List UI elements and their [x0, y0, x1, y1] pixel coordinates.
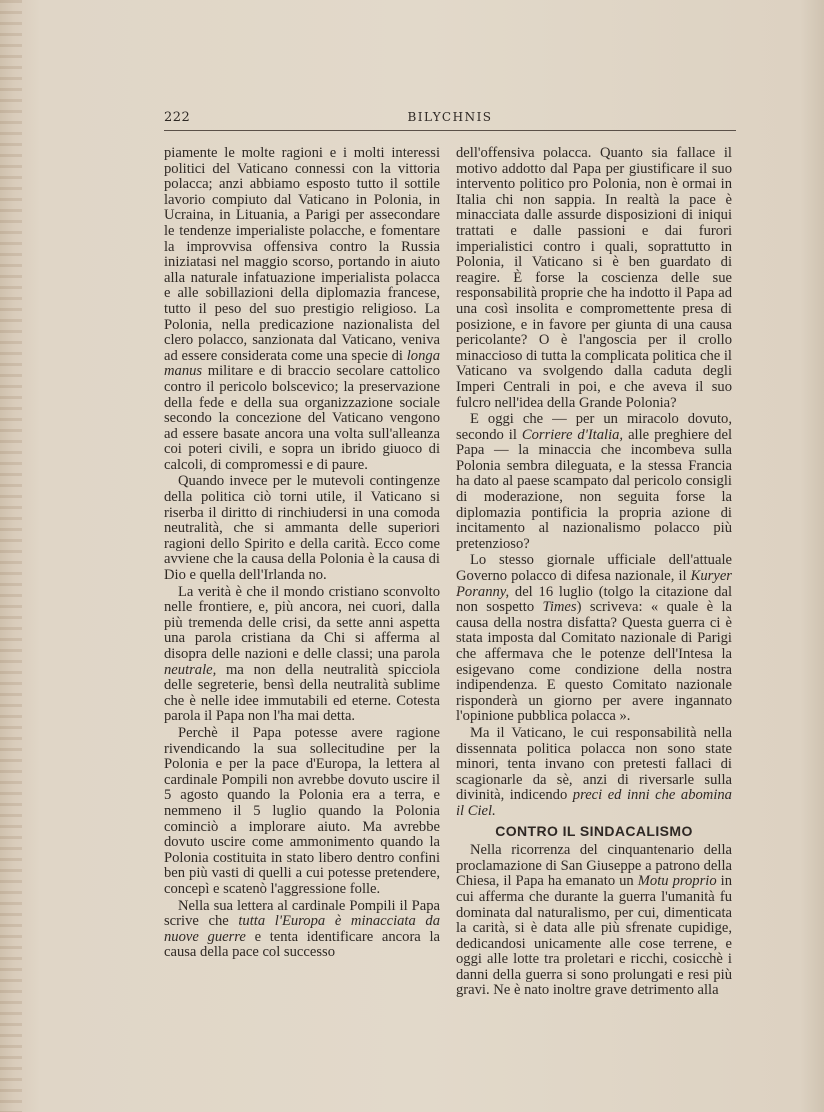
paragraph: Nella sua lettera al cardinale Pompili il Papa scrive che tutta l'Europa è minacciata da nuove guerre e tenta identificare ancora la causa della pace col successo	[164, 897, 440, 961]
paragraph: Quando invece per le mutevoli contingenze della politica ciò torni utile, il Vaticano si riserba il diritto di rinchiudersi in una comoda neutralità, che si ammanta delle superiori ragioni dello Spirito e della carità. Ecco come avviene che la causa della Polonia è la causa di Dio e quella dell'Irlanda no.	[164, 473, 440, 584]
left-column	[164, 146, 440, 962]
journal-title: BILYCHNIS	[407, 110, 493, 124]
paragraph: E oggi che — per un miracolo dovuto, secondo il Corriere d'Italia, alle preghiere del Papa — la minaccia che incombeva sulla Polonia sembra dileguata, e la stessa Francia ha dato al paese scampato dal pericolo consigli di moderazione, non seguita forse la diplomazia pontificia la propria azione di incitamento al nazionalismo polacco più pretenzioso?	[456, 411, 733, 552]
paragraph: dell'offensiva polacca. Quanto sia fallace il motivo addotto dal Papa per giustificare il suo intervento politico pro Polonia, non è ormai in Italia chi non sappia. In realtà la pace è minacciata dalle assurde disposizioni di iniqui trattati e dalle passioni e dai furori imperialistici contro i quali, soprattutto in Polonia, il Vaticano si è ben guardato di reagire. È forse la coscienza delle sue responsabilità proprie che ha indotto il Papa ad una così insolita e compromettente presa di posizione, e in favore per giunta di una causa pericolante? O è l'angoscia per il crollo minaccioso di tutta la complicata politica che il Vaticano va svolgendo dalla caduta degli Imperi Centrali in poi, e che aveva il suo fulcro nell'idea della Grande Polonia?	[456, 145, 732, 411]
paragraph: Ma il Vaticano, le cui responsabilità nella dissennata politica polacca non sono state minori, tenta invano con pretesti fallaci di scagionarle da sè, anzi di riversarle sulla divinità, indicendo preci ed inni che abomina il Ciel.	[456, 724, 732, 819]
section-heading: CONTRO IL SINDACALISMO	[495, 822, 693, 839]
paragraph: Perchè il Papa potesse avere ragione rivendicando la sua sollecitudine per la Polonia e per la pace d'Europa, la lettera al cardinale Pompili non avrebbe dovuto uscire il 5 agosto quando la Polonia era a terra, e nemmeno il 5 luglio quando la Polonia cominciò a implorare aiuto. Ma avrebbe dovuto uscire come ammonimento quando la Polonia costituita in stato libero dentro confini ben più vasti di quelli a cui potesse pretendere, concepì e scatenò l'aggressione folle.	[164, 724, 440, 897]
paragraph: Nella ricorrenza del cinquantenario della proclamazione di San Giuseppe a patrono della Chiesa, il Papa ha emanato un Motu proprio in cui afferma che durante la guerra l'umanità fu dominata dal naturalismo, per cui, dimenticata la carità, si è data alle più sfrenate cupidige, dedicandosi unicamente alle cose terrene, e oggi alle lotte tra proletari e ricchi, cosicchè i danni della guerra si sono prolungati e resi più gravi. Ne è nato inoltre grave detrimento alla	[456, 842, 733, 999]
paragraph: piamente le molte ragioni e i molti interessi politici del Vaticano connessi con la vittoria polacca; anzi abbiamo esposto tutto il sottile lavorio compiuto dal Vaticano in Polonia, in Ucraina, in Lituania, a Parigi per assecondare le tendenze imperialiste polacche, e fomentare la improvvisa offensiva contro la Russia iniziatasi nel maggio scorso, portando in aiuto alla naturale infatuazione imperialista polacca e alle sobillazioni della diplomazia francese, tutto il peso del suo prestigio religioso. La Polonia, nella predicazione nazionalista del clero polacco, sanzionata dal Vaticano, veniva ad essere considerata come una specie di longa manus militare e di braccio secolare cattolico contro il pericolo bolscevico; la preservazione della fede e della sua organizzazione sociale secondo la concezione del Vaticano vengono ad essere basate ancora una volta sull'alleanza coi poteri civili, e sopra un ibrido giuoco di calcoli, di compromessi e di paure.	[164, 145, 440, 473]
paragraph: Lo stesso giornale ufficiale dell'attuale Governo polacco di difesa nazionale, il Kuryer Poranny, del 16 luglio (tolgo la citazione dal non sospetto Times) scriveva: « quale è la causa della nostra disfatta? Questa guerra ci è stata imposta dal Comitato nazionale di Parigi che affermava che le potenze dell'Intesa la esigevano come condizione della nostra indipendenza. E questo Comitato nazionale risponderà un giorno per avere ingannato l'opinione pubblica polacca ».	[456, 552, 732, 725]
running-header	[164, 108, 736, 131]
paragraph: La verità è che il mondo cristiano sconvolto nelle frontiere, e, più ancora, nei cuori, dalla più tremenda delle crisi, da sette anni aspetta una parola cristiana da Chi si afferma al disopra delle nazioni e delle classi; una parola neutrale, ma non della neutralità spicciola delle segreterie, bensì della neutralità sublime che è nelle idee immutabili ed eterne. Cotesta parola il Papa non l'ha mai detta.	[164, 583, 440, 725]
page-number: 222	[164, 110, 191, 125]
right-column	[456, 146, 732, 1000]
binding-edge	[0, 0, 22, 1112]
